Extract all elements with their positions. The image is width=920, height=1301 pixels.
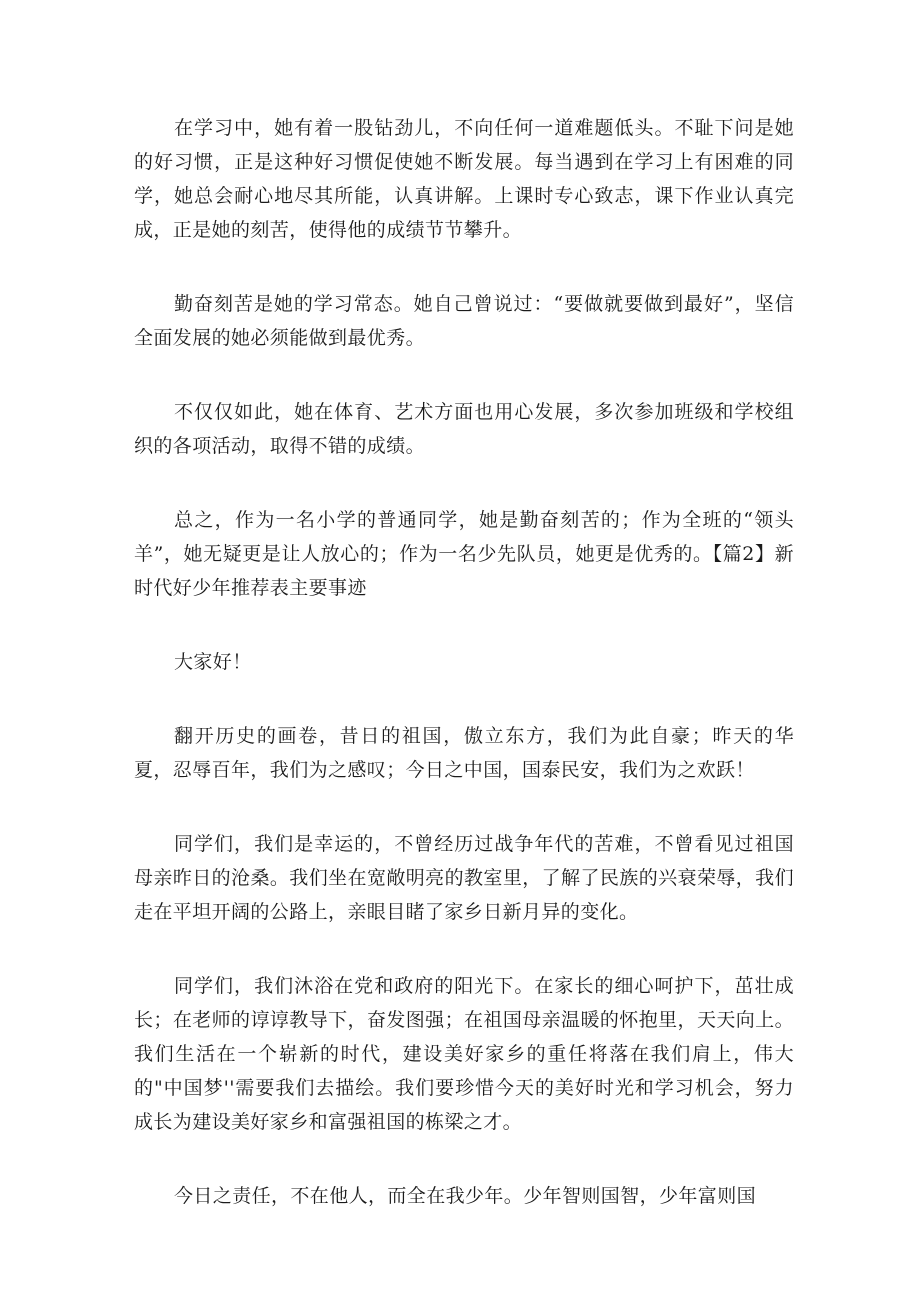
paragraph-study-diligence: 在学习中，她有着一股钻劲儿，不向任何一道难题低头。不耻下问是她的好习惯，正是这种好习惯促使她不断发展。每当遇到在学习上有困难的同学，她总会耐心地尽其所能，认真讲解。上课时专心致志，课下作业认真完成，正是她的刻苦，使得他的成绩节节攀升。 bbox=[134, 117, 794, 241]
paragraph-hard-work: 勤奋刻苦是她的学习常态。她自己曾说过：“要做就要做到最好”，坚信全面发展的她必须能做到最优秀。 bbox=[134, 293, 794, 349]
document-body bbox=[134, 111, 794, 1253]
paragraph-summary: 总之，作为一名小学的普通同学，她是勤奋刻苦的；作为全班的“领头羊”，她无疑更是让人放心的；作为一名少先队员，她更是优秀的。【篇2】新时代好少年推荐表主要事迹 bbox=[134, 509, 794, 599]
paragraph-fortunate: 同学们，我们是幸运的，不曾经历过战争年代的苦难，不曾看见过祖国母亲昨日的沧桑。我们坐在宽敞明亮的教室里，了解了民族的兴衰荣辱，我们走在平坦开阔的公路上，亲眼目睹了家乡日新月异的变化。 bbox=[134, 833, 794, 923]
paragraph-sports-arts: 不仅仅如此，她在体育、艺术方面也用心发展，多次参加班级和学校组织的各项活动，取得不错的成绩。 bbox=[134, 401, 794, 457]
paragraph-responsibility: 今日之责任，不在他人，而全在我少年。少年智则国智，少年富则国 bbox=[174, 1185, 757, 1207]
paragraph-history: 翻开历史的画卷，昔日的祖国，傲立东方，我们为此自豪；昨天的华夏，忍辱百年，我们为之感叹；今日之中国，国泰民安，我们为之欢跃！ bbox=[134, 725, 794, 781]
paragraph-greeting: 大家好！ bbox=[174, 651, 252, 673]
paragraph-sunshine: 同学们，我们沐浴在党和政府的阳光下。在家长的细心呵护下，茁壮成长；在老师的谆谆教导下，奋发图强；在祖国母亲温暖的怀抱里，天天向上。我们生活在一个崭新的时代，建设美好家乡的重任将落在我们肩上，伟大的"中国梦''需要我们去描绘。我们要珍惜今天的美好时光和学习机会，努力成长为建设美好家乡和富强祖国的栋梁之才。 bbox=[134, 975, 794, 1133]
